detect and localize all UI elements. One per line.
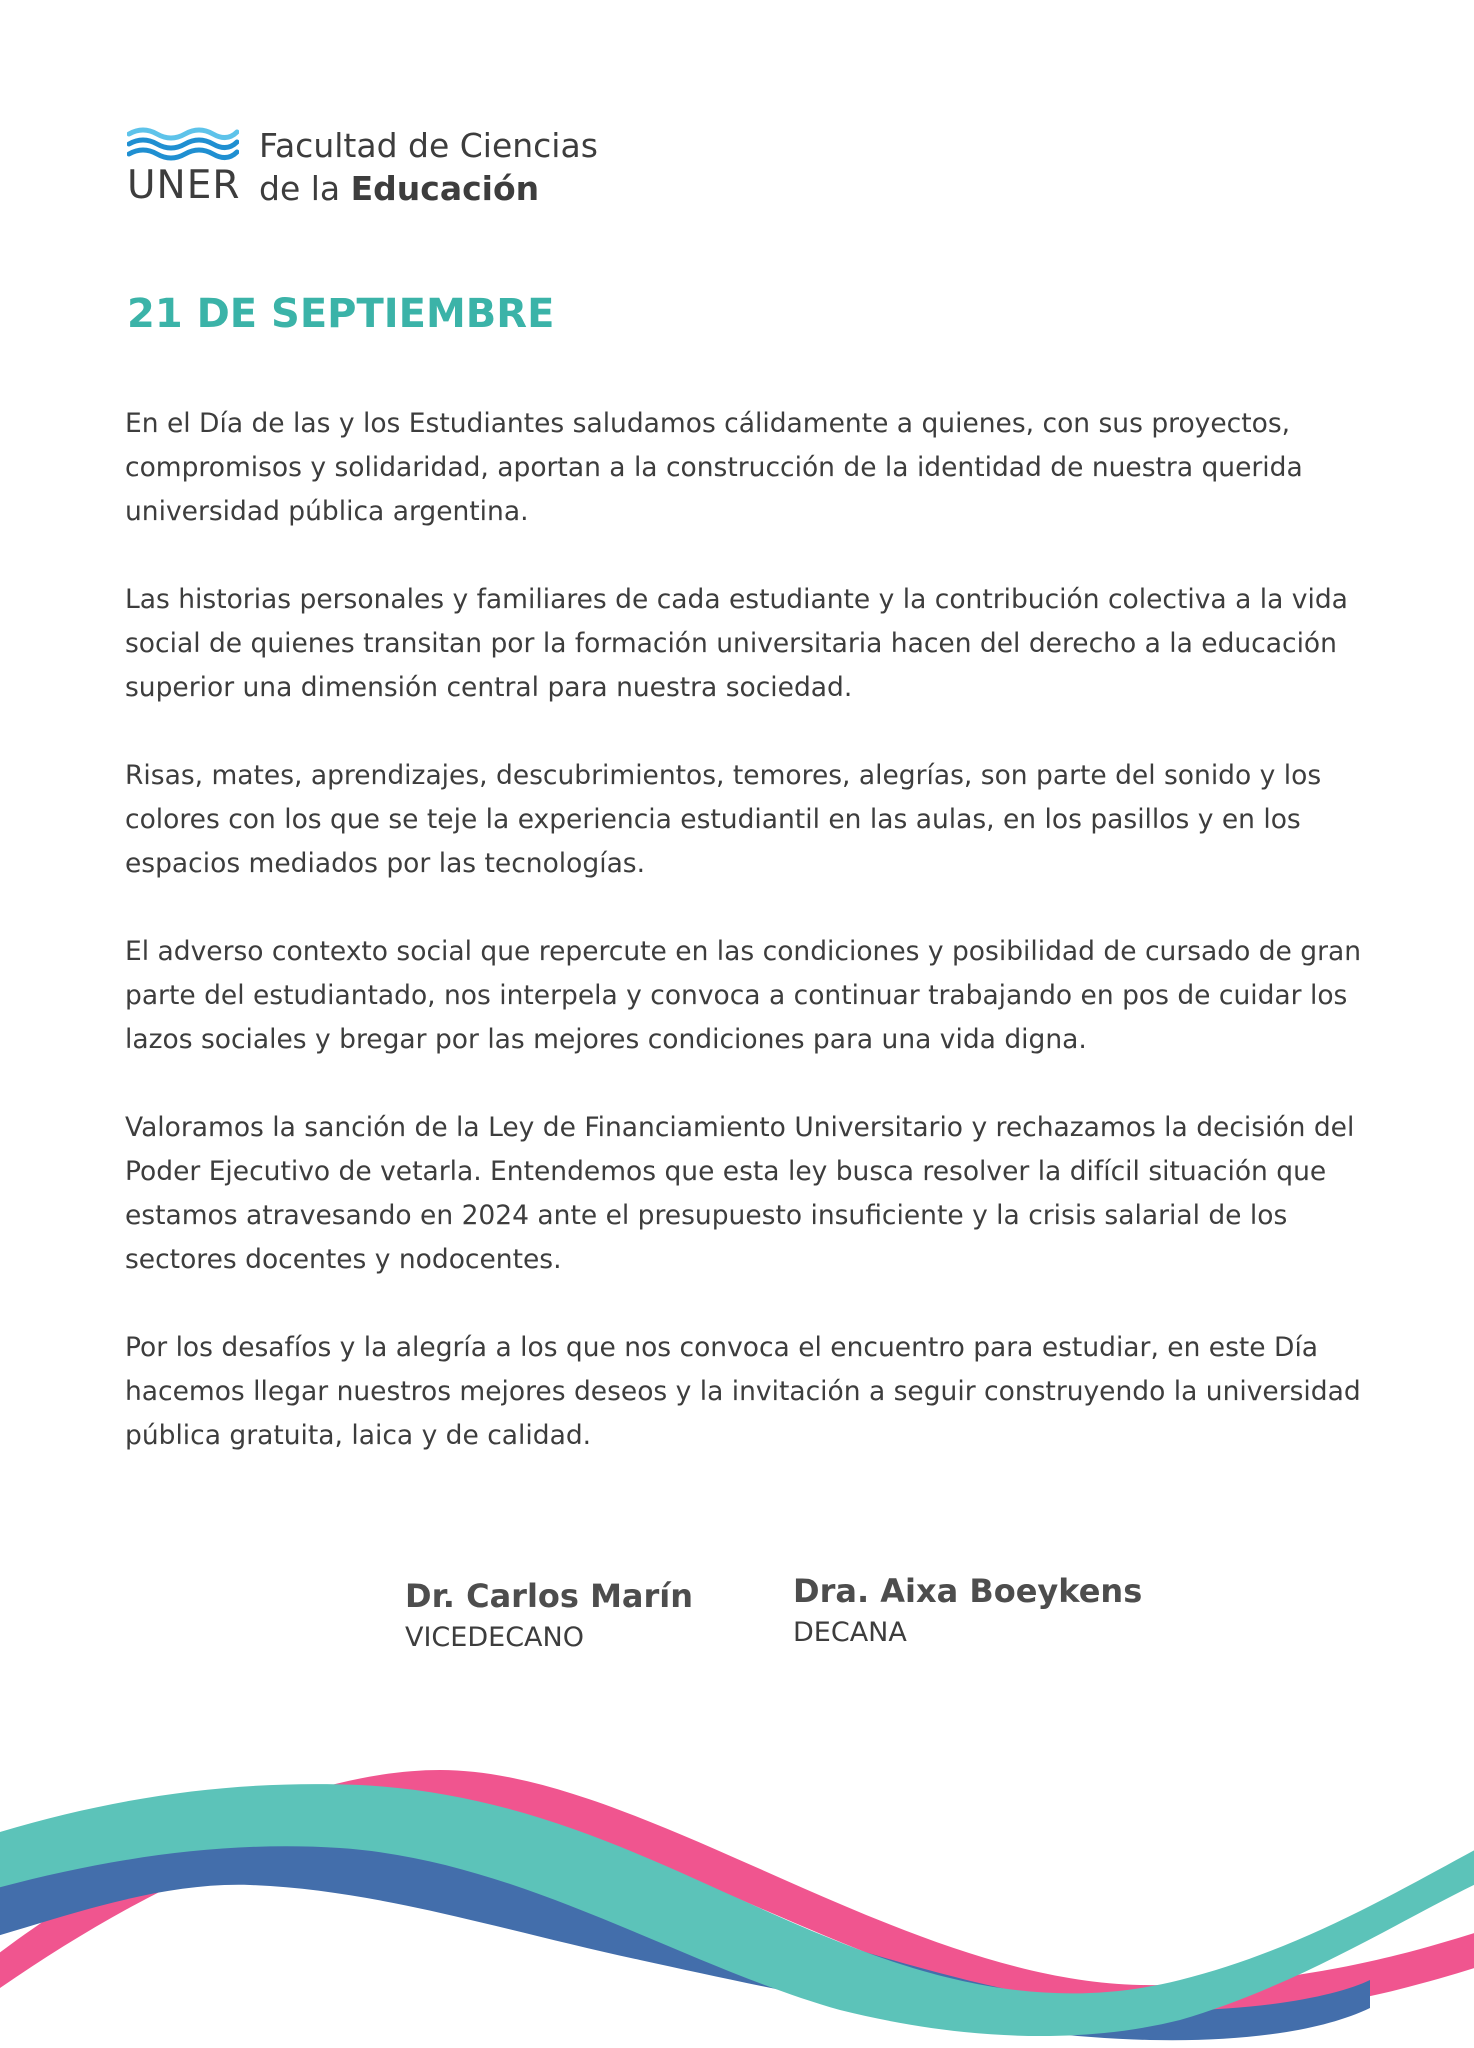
signatory-name: Dra. Aixa Boeykens: [793, 1572, 1143, 1610]
faculty-name-line2-bold: Educación: [350, 169, 540, 208]
faculty-name-line2: [259, 167, 598, 210]
paragraph: Las historias personales y familiares de cada estudiante y la contribución colectiva a la vida social de quienes transitan por la formación universitaria hacen del derecho a la educación superior una dimensión central para nuestra sociedad.: [125, 584, 1348, 703]
water-waves-icon: [127, 124, 239, 164]
letter-body: [125, 402, 1385, 1502]
paragraph: En el Día de las y los Estudiantes saludamos cálidamente a quienes, con sus proyectos, compromisos y solidaridad, aportan a la construcción de la identidad de nuestra querida universidad pública argentina.: [125, 408, 1303, 527]
logo-acronym: UNER: [127, 163, 241, 208]
signature-decana: [793, 1569, 1142, 1653]
paragraph: Risas, mates, aprendizajes, descubrimientos, temores, alegrías, son parte del sonido y los colores con los que se teje la experiencia estudiantil en las aulas, en los pasillos y en los espacios mediados por las tecnologías.: [125, 760, 1322, 879]
signatory-name: Dr. Carlos Marín: [405, 1577, 694, 1615]
signature-vicedecano: [405, 1574, 693, 1658]
faculty-logo: [127, 124, 607, 206]
paragraph: Por los desafíos y la alegría a los que nos convoca el encuentro para estudiar, en este Día hacemos llegar nuestros mejores deseos y la invitación a seguir construyendo la universidad pública gratuita, laica y de calidad.: [125, 1332, 1361, 1451]
signatory-role: DECANA: [793, 1617, 907, 1648]
paragraph: Valoramos la sanción de la Ley de Financiamiento Universitario y rechazamos la decisión del Poder Ejecutivo de vetarla. Entendemos que esta ley busca resolver la difícil situación que estamos atravesando en 2024 ante el presupuesto insuficiente y la crisis salarial de los sectores docentes y nodocentes.: [125, 1112, 1355, 1275]
faculty-name-line1: Facultad de Ciencias: [259, 126, 598, 165]
signatory-role: VICEDECANO: [405, 1622, 584, 1653]
page-title: 21 DE SEPTIEMBRE: [127, 291, 555, 337]
faculty-name: [259, 124, 598, 210]
faculty-name-line2-prefix: de la: [259, 169, 351, 208]
paragraph: El adverso contexto social que repercute en las condiciones y posibilidad de cursado de gran parte del estudiantado, nos interpela y convoca a continuar trabajando en pos de cuidar los lazos sociales y bregar por las mejores condiciones para una vida digna.: [125, 936, 1362, 1055]
ribbon-waves-decoration: [0, 1740, 1474, 2048]
